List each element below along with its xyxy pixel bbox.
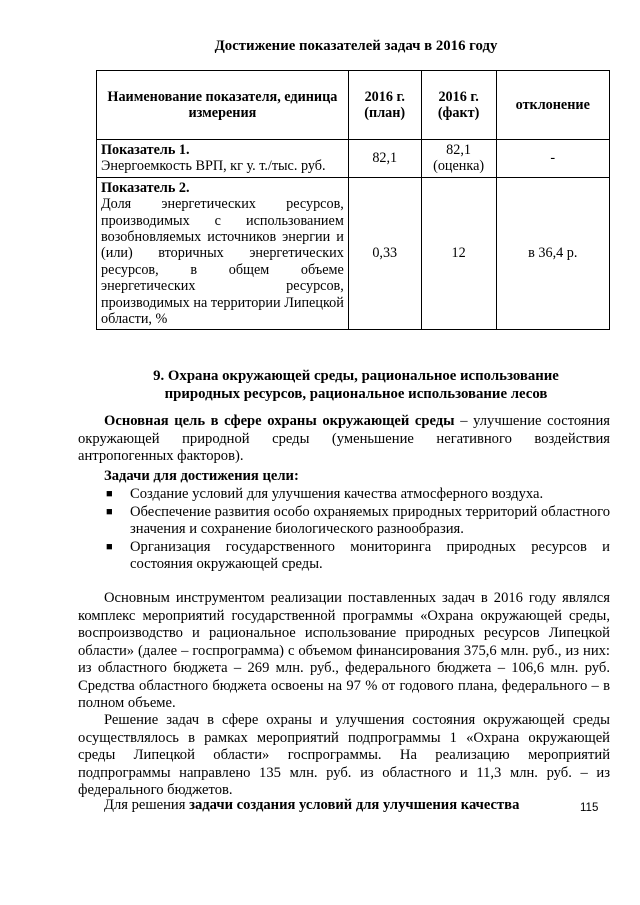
list-item [104, 539, 610, 574]
paragraph-continued-bold: задачи создания условий для улучшения качества [189, 797, 520, 813]
header-fact: 2016 г. (факт) [421, 71, 496, 140]
bullet-icon: ■ [106, 488, 113, 500]
page-number: 115 [580, 802, 599, 814]
section-title [96, 367, 616, 403]
paragraph-continued-text: Для решения [104, 797, 190, 813]
list-item [104, 504, 610, 539]
deviation-value: в 36,4 р. [496, 177, 609, 330]
list-item [104, 486, 610, 504]
table-header-row [97, 71, 610, 140]
goal-paragraph [78, 413, 610, 466]
task-text: Обеспечение развития особо охраняемых природных территорий областного значения и сохранение биологического разнообразия. [130, 503, 610, 537]
goal-text: – улучшение состояния окружающей природной среды (уменьшение негативного воздействия антропогенных факторов). [78, 413, 610, 464]
plan-value: 0,33 [348, 177, 421, 330]
section-title-line-2: природных ресурсов, рациональное использование лесов [164, 386, 548, 402]
fact-value: 12 [421, 177, 496, 330]
indicator-cell [97, 177, 349, 330]
indicator-cell [97, 140, 349, 178]
table-row [97, 140, 610, 178]
bullet-icon: ■ [106, 540, 113, 553]
section-title-line-1: 9. Охрана окружающей среды, рациональное использование [153, 368, 559, 384]
plan-value: 82,1 [348, 140, 421, 178]
table-row [97, 177, 610, 330]
paragraph-funding: Основным инструментом реализации поставленных задач в 2016 году являлся комплекс мероприятий государственной программы «Охрана окружающей среды, воспроизводство и рациональное использование природных ресурсов Липецкой области» (далее – госпрограмма) с объемом финансирования 375,6 млн. руб., из них: из областного бюджета – 269 млн. руб., федерального бюджета – 106,6 млн. руб. Средства областного бюджета освоены на 97 % от годового плана, федерального – в полном объеме. [78, 590, 610, 711]
deviation-value: - [496, 140, 609, 178]
paragraph-subprogram: Решение задач в сфере охраны и улучшения состояния окружающей среды осуществлялось в рамках мероприятий подпрограммы 1 «Охрана окружающей среды Липецкой области» госпрограммы. На реализацию мероприятий подпрограммы направлено 135 млн. руб. из областного и 11,3 млн. руб. – из федерального бюджетов. [78, 712, 610, 798]
tasks-heading: Задачи для достижения цели: [104, 468, 299, 484]
indicator-description: Доля энергетических ресурсов, производимых с использованием возобновляемых источников энергии и (или) вторичных энергетических ресурсов, в общем объеме энергетических ресурсов, производимых на территории Липецкой области, % [101, 196, 344, 328]
header-plan: 2016 г. (план) [348, 71, 421, 140]
paragraph-continued [78, 797, 568, 815]
header-indicator-name: Наименование показателя, единица измерения [97, 71, 349, 140]
indicators-table [96, 70, 610, 330]
bullet-icon: ■ [106, 505, 113, 518]
goal-bold: Основная цель в сфере охраны окружающей среды [104, 413, 455, 429]
header-deviation: отклонение [496, 71, 609, 140]
task-text: Организация государственного мониторинга природных ресурсов и состояния окружающей среды. [130, 538, 610, 572]
indicator-label: Показатель 1. [101, 142, 190, 158]
page-title: Достижение показателей задач в 2016 году [214, 38, 498, 54]
tasks-list [104, 486, 610, 574]
indicator-description: Энергоемкость ВРП, кг у. т./тыс. руб. [101, 158, 326, 175]
indicator-label: Показатель 2. [101, 179, 190, 196]
task-text: Создание условий для улучшения качества атмосферного воздуха. [130, 486, 544, 502]
fact-value: 82,1 (оценка) [421, 140, 496, 178]
